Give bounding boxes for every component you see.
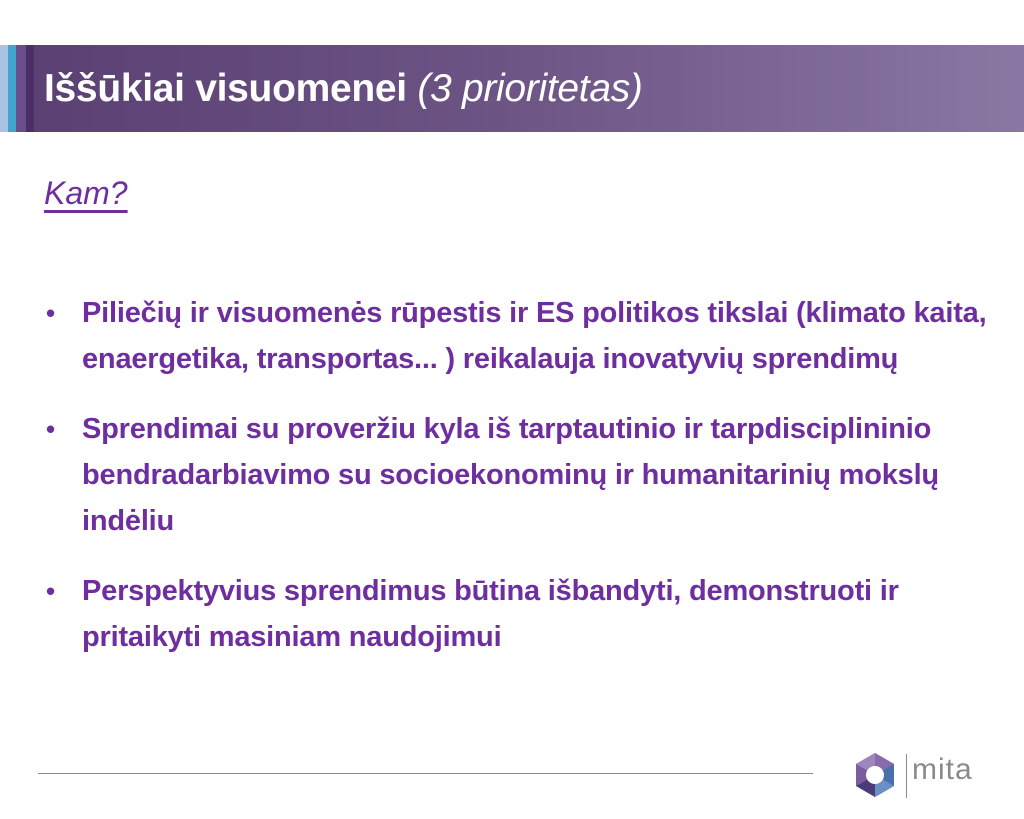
bullet-dot-icon: •	[46, 414, 55, 444]
accent-stripe-light-blue	[0, 45, 8, 132]
bullet-item	[44, 568, 1004, 660]
footer-divider	[38, 773, 813, 774]
slide-title-main: Iššūkiai visuomenei	[44, 67, 407, 110]
logo-divider	[906, 754, 907, 798]
mita-logo-icon	[850, 750, 900, 800]
accent-stripe-dark-purple	[26, 45, 34, 132]
mita-logo	[850, 750, 990, 800]
bullet-list	[44, 290, 1004, 684]
logo-text: mita	[912, 753, 973, 786]
question-heading: Kam?	[44, 175, 128, 211]
bullet-text: Sprendimai su proveržiu kyla iš tarptautinio ir tarpdisciplininio bendradarbiavimo su socioekonominų ir humanitarinių mokslų indėliu	[82, 413, 939, 537]
bullet-item	[44, 406, 1004, 544]
bullet-text: Piliečių ir visuomenės rūpestis ir ES politikos tikslai (klimato kaita, enaergetika, transportas... ) reikalauja inovatyvių sprendimų	[82, 297, 987, 375]
bullet-text: Perspektyvius sprendimus būtina išbandyti, demonstruoti ir pritaikyti masiniam naudojimui	[82, 575, 899, 653]
accent-stripe-blue	[8, 45, 16, 132]
bullet-dot-icon: •	[46, 576, 55, 606]
accent-stripe-purple	[16, 45, 26, 132]
slide-title	[44, 55, 643, 123]
slide-subtitle: (3 prioritetas)	[417, 67, 643, 110]
bullet-dot-icon: •	[46, 298, 55, 328]
bullet-item	[44, 290, 1004, 382]
